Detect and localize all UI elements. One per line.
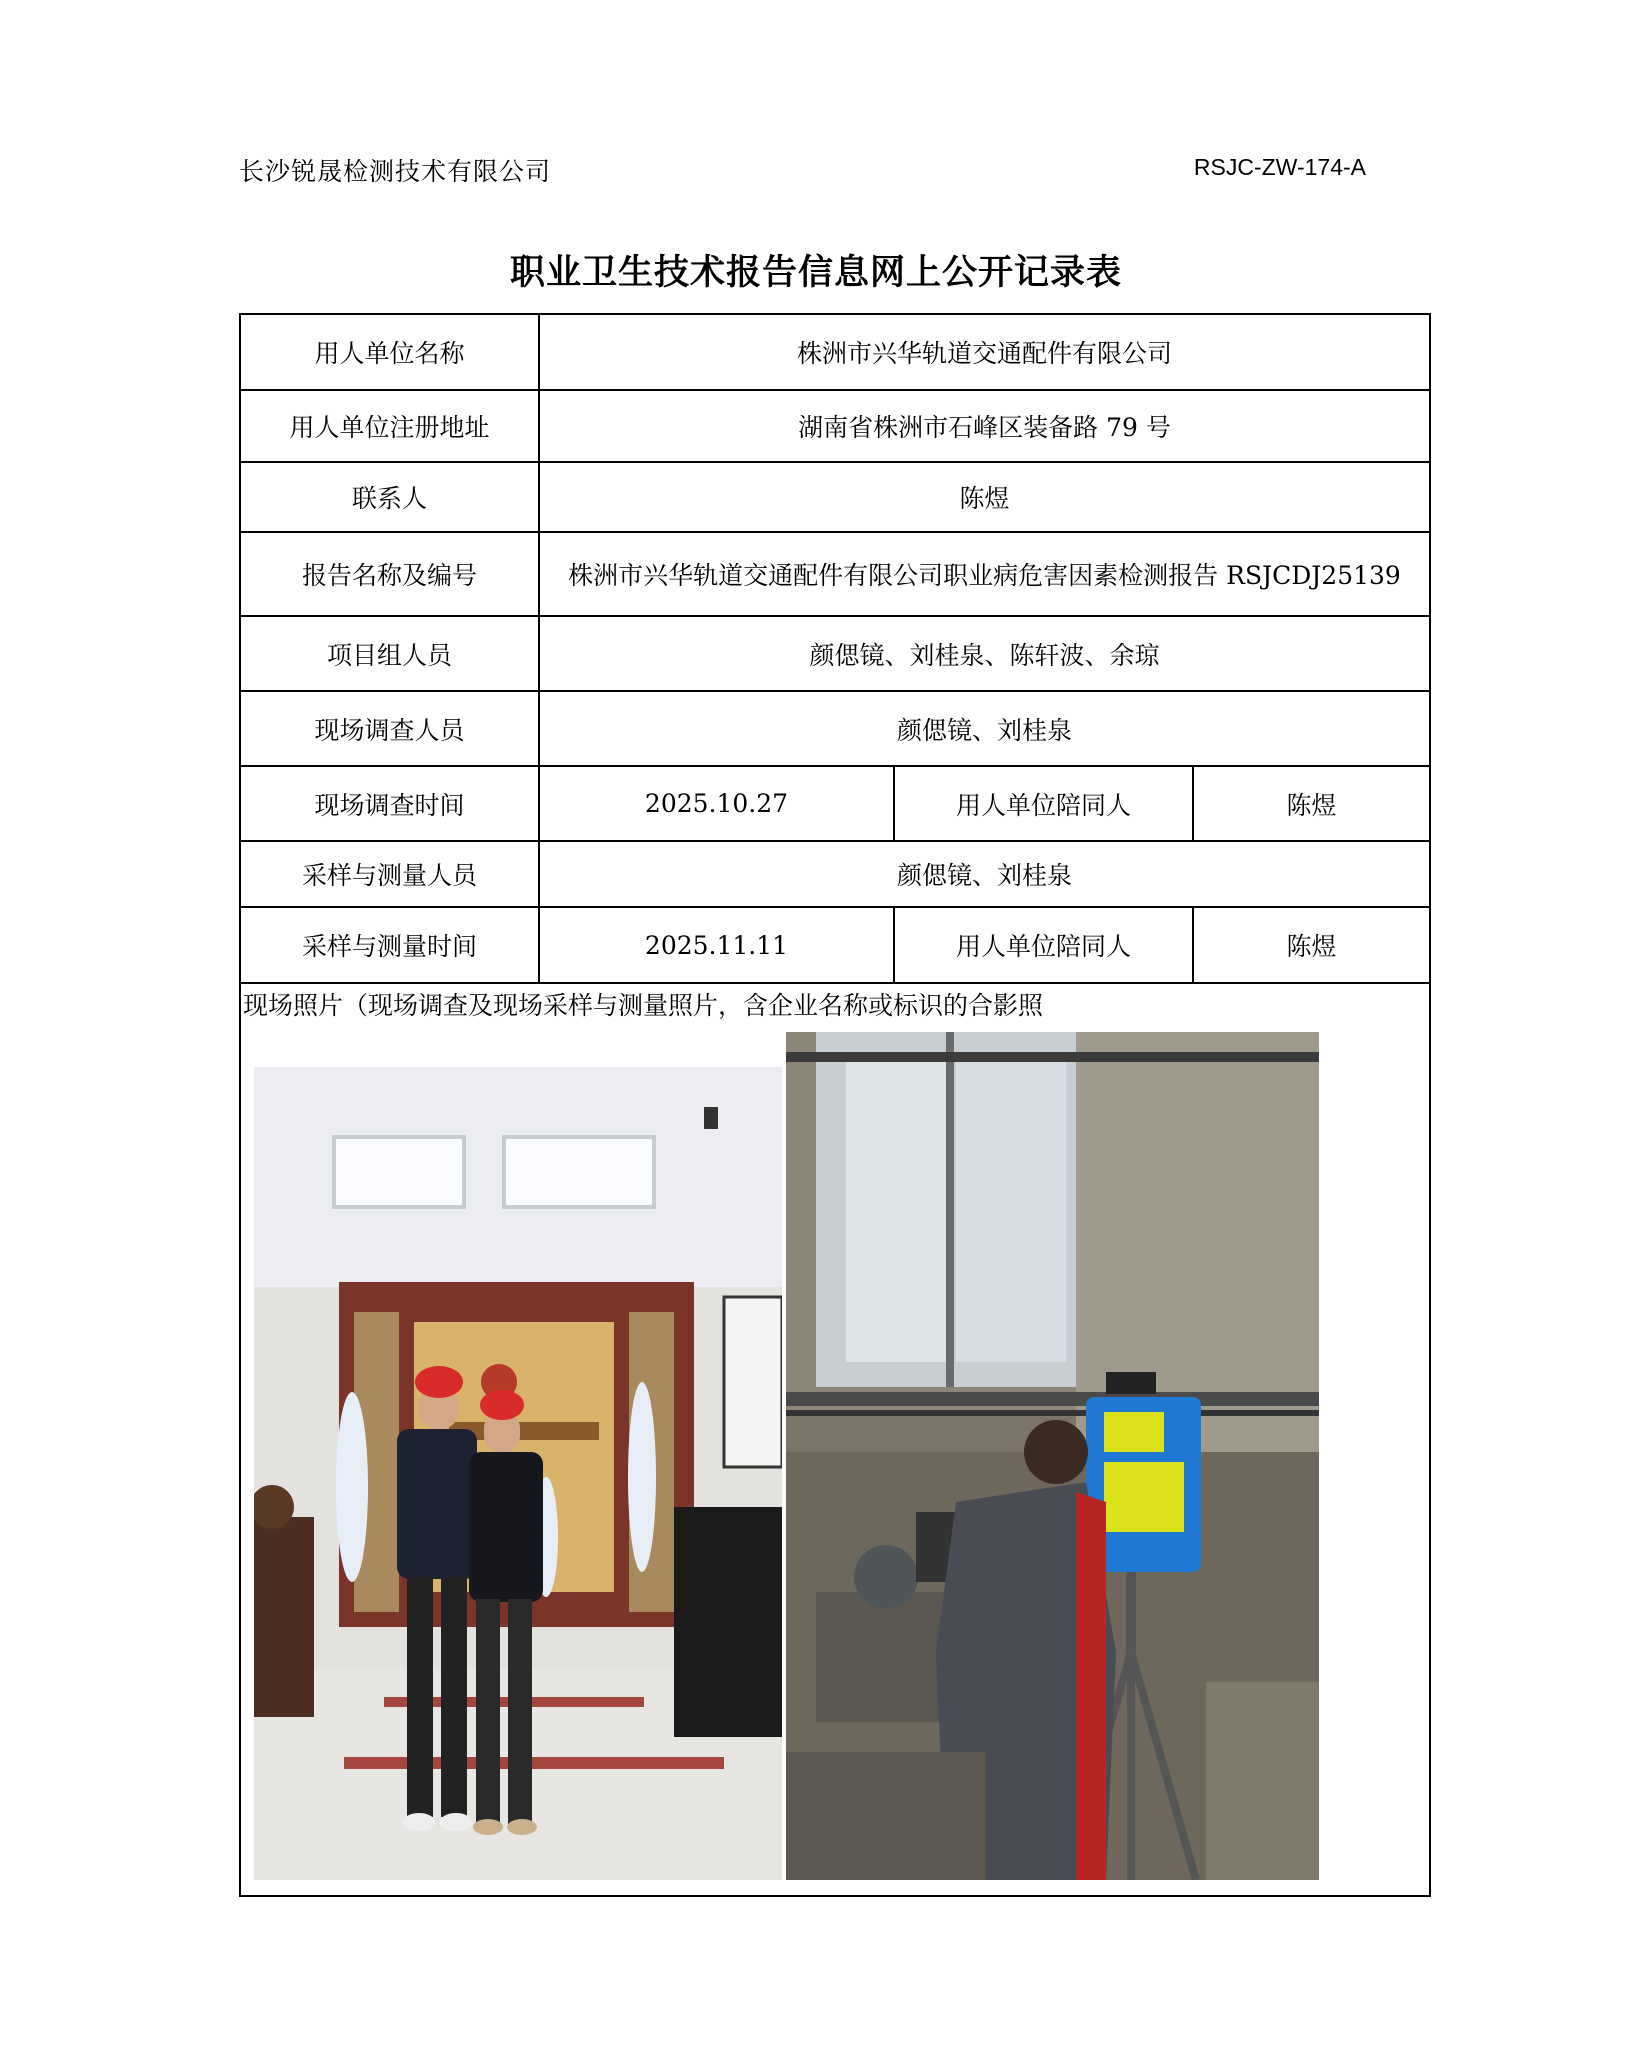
table-row: [240, 841, 1430, 907]
project-team-label: 项目组人员: [240, 616, 539, 691]
company-name: 长沙锐晟检测技术有限公司: [239, 157, 552, 186]
table-row: [240, 314, 1430, 390]
workshop-sampling-photo: [786, 1032, 1319, 1880]
survey-staff-label: 现场调查人员: [240, 691, 539, 766]
sampling-staff-label: 采样与测量人员: [240, 841, 539, 907]
survey-companion-label: 用人单位陪同人: [894, 766, 1193, 841]
table-row: [240, 983, 1430, 1896]
table-row: [240, 766, 1430, 841]
photo-cell: [240, 983, 1430, 1896]
survey-time-value: 2025.10.27: [539, 766, 894, 841]
record-table: [239, 313, 1431, 1897]
employer-name-value: 株洲市兴华轨道交通配件有限公司: [539, 314, 1430, 390]
page-title: 职业卫生技术报告信息网上公开记录表: [509, 253, 1122, 293]
employer-address-label: 用人单位注册地址: [240, 390, 539, 462]
table-row: [240, 907, 1430, 983]
table-row: [240, 616, 1430, 691]
lobby-group-photo: [254, 1067, 782, 1880]
sampling-time-label: 采样与测量时间: [240, 907, 539, 983]
document-code: RSJC-ZW-174-A: [1193, 154, 1366, 180]
report-label: 报告名称及编号: [240, 532, 539, 616]
sampling-time-value: 2025.11.11: [539, 907, 894, 983]
sampling-companion-label: 用人单位陪同人: [894, 907, 1193, 983]
report-value: 株洲市兴华轨道交通配件有限公司职业病危害因素检测报告 RSJCDJ25139: [539, 532, 1430, 616]
photo-caption: 现场照片（现场调查及现场采样与测量照片，含企业名称或标识的合影照: [243, 991, 1044, 1020]
contact-value: 陈煜: [539, 462, 1430, 532]
project-team-value: 颜偲镜、刘桂泉、陈轩波、余琼: [539, 616, 1430, 691]
table-row: [240, 532, 1430, 616]
sampling-staff-value: 颜偲镜、刘桂泉: [539, 841, 1430, 907]
table-row: [240, 691, 1430, 766]
survey-staff-value: 颜偲镜、刘桂泉: [539, 691, 1430, 766]
employer-name-label: 用人单位名称: [240, 314, 539, 390]
employer-address-value: 湖南省株洲市石峰区装备路 79 号: [539, 390, 1430, 462]
contact-label: 联系人: [240, 462, 539, 532]
survey-companion-value: 陈煜: [1193, 766, 1430, 841]
table-row: [240, 462, 1430, 532]
sampling-companion-value: 陈煜: [1193, 907, 1430, 983]
survey-time-label: 现场调查时间: [240, 766, 539, 841]
table-row: [240, 390, 1430, 462]
